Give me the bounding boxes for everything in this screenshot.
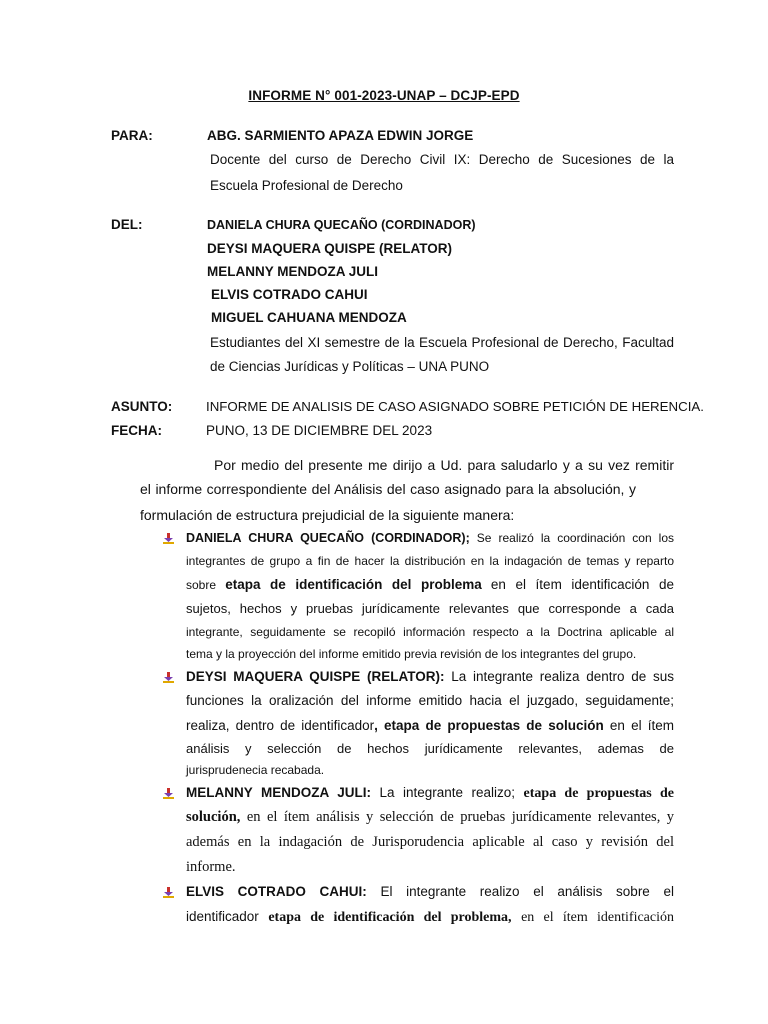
melanny-line2 <box>186 809 674 826</box>
melanny-text-2a: solución, <box>186 809 241 825</box>
elvis-line1 <box>186 884 674 899</box>
deysi-text-3c: en el ítem <box>609 718 674 733</box>
daniela-line3 <box>186 577 674 592</box>
daniela-line5: integrante, seguidamente se recopiló información respecto a la Doctrina aplicable al <box>186 625 674 639</box>
deysi-text-3b: , etapa de propuestas de solución <box>374 718 604 733</box>
daniela-line2: integrantes de grupo a fin de hacer la distribución en la indagación de temas y reparto <box>186 554 674 568</box>
elvis-text-1: El integrante realizo el análisis sobre el <box>380 884 674 899</box>
bullet-arrow-icon <box>163 788 175 800</box>
daniela-name: DANIELA CHURA QUECAÑO (CORDINADOR); <box>186 531 470 545</box>
para-desc-line1: Docente del curso de Derecho Civil IX: Derecho de Sucesiones de la <box>210 152 674 167</box>
del-member-4: ELVIS COTRADO CAHUI <box>211 287 368 302</box>
daniela-text-1: Se realizó la coordinación con los <box>476 531 674 545</box>
daniela-text-3c: en el ítem identificación de <box>490 577 674 592</box>
del-member-1: DANIELA CHURA QUECAÑO (CORDINADOR) <box>207 218 476 232</box>
deysi-name: DEYSI MAQUERA QUISPE (RELATOR): <box>186 669 445 684</box>
del-label: DEL: <box>111 217 143 232</box>
para-desc-line2: Escuela Profesional de Derecho <box>210 178 403 193</box>
melanny-line4: informe. <box>186 859 236 875</box>
deysi-line5: jurisprudenecia recabada. <box>186 763 325 777</box>
daniela-text-3b: etapa de identificación del problema <box>225 577 482 592</box>
fecha-label: FECHA: <box>111 423 162 438</box>
deysi-line4: análisis y selección de hechos jurídicamente relevantes, ademas de <box>186 741 674 756</box>
elvis-text-2c: en el ítem identificación <box>521 910 674 925</box>
asunto-label: ASUNTO: <box>111 399 173 414</box>
melanny-line3: además en la indagación de Jurisporudencia aplicable al caso y revisión del <box>186 834 674 850</box>
elvis-line2 <box>186 909 674 926</box>
report-title: INFORME N° 001-2023-UNAP – DCJP-EPD <box>248 88 520 103</box>
deysi-line1 <box>186 669 674 684</box>
daniela-line6: tema y la proyección del informe emitido previa revisión de los integrantes del grupo. <box>186 647 637 661</box>
del-member-2: DEYSI MAQUERA QUISPE (RELATOR) <box>207 241 453 256</box>
melanny-text-1a: La integrante realizo; <box>379 785 516 800</box>
daniela-text-3a: sobre <box>186 578 217 592</box>
intro-line2: el informe correspondiente del Análisis del caso asignado para la absolución, y <box>140 481 636 497</box>
del-desc-line2: de Ciencias Jurídicas y Políticas – UNA PUNO <box>210 359 490 374</box>
intro-line3: formulación de estructura prejudicial de la siguiente manera: <box>140 507 515 523</box>
daniela-line1 <box>186 531 674 545</box>
melanny-text-1b: etapa de propuestas de <box>523 786 674 801</box>
bullet-arrow-icon <box>163 533 175 545</box>
daniela-line4: sujetos, hechos y pruebas jurídicamente relevantes que corresponde a cada <box>186 601 674 616</box>
del-desc-line1: Estudiantes del XI semestre de la Escuela Profesional de Derecho, Facultad <box>210 335 674 350</box>
fecha-value: PUNO, 13 DE DICIEMBRE DEL 2023 <box>206 423 433 438</box>
bullet-arrow-icon <box>163 672 175 684</box>
deysi-line3 <box>186 718 674 733</box>
melanny-name: MELANNY MENDOZA JULI: <box>186 785 371 800</box>
deysi-line2: funciones la oralización del informe emitido hacia el juzgado, seguidamente; <box>186 693 674 708</box>
melanny-text-2b: en el ítem análisis y selección de pruebas jurídicamente relevantes, y <box>246 809 675 825</box>
deysi-text-3a: realiza, dentro de identificador <box>186 718 375 733</box>
melanny-line1 <box>186 785 674 802</box>
bullet-arrow-icon <box>163 887 175 899</box>
del-member-3: MELANNY MENDOZA JULI <box>207 264 379 279</box>
para-label: PARA: <box>111 128 153 143</box>
elvis-name: ELVIS COTRADO CAHUI: <box>186 884 367 899</box>
deysi-text-1: La integrante realiza dentro de sus <box>451 669 674 684</box>
para-name: ABG. SARMIENTO APAZA EDWIN JORGE <box>207 128 474 143</box>
elvis-text-2b: etapa de identificación del problema, <box>268 910 512 925</box>
intro-line1: Por medio del presente me dirijo a Ud. para saludarlo y a su vez remitir <box>214 457 674 473</box>
elvis-text-2a: identificador <box>186 909 259 924</box>
asunto-value: INFORME DE ANALISIS DE CASO ASIGNADO SOBRE PETICIÓN DE HERENCIA. <box>206 399 704 414</box>
del-member-5: MIGUEL CAHUANA MENDOZA <box>211 310 407 325</box>
